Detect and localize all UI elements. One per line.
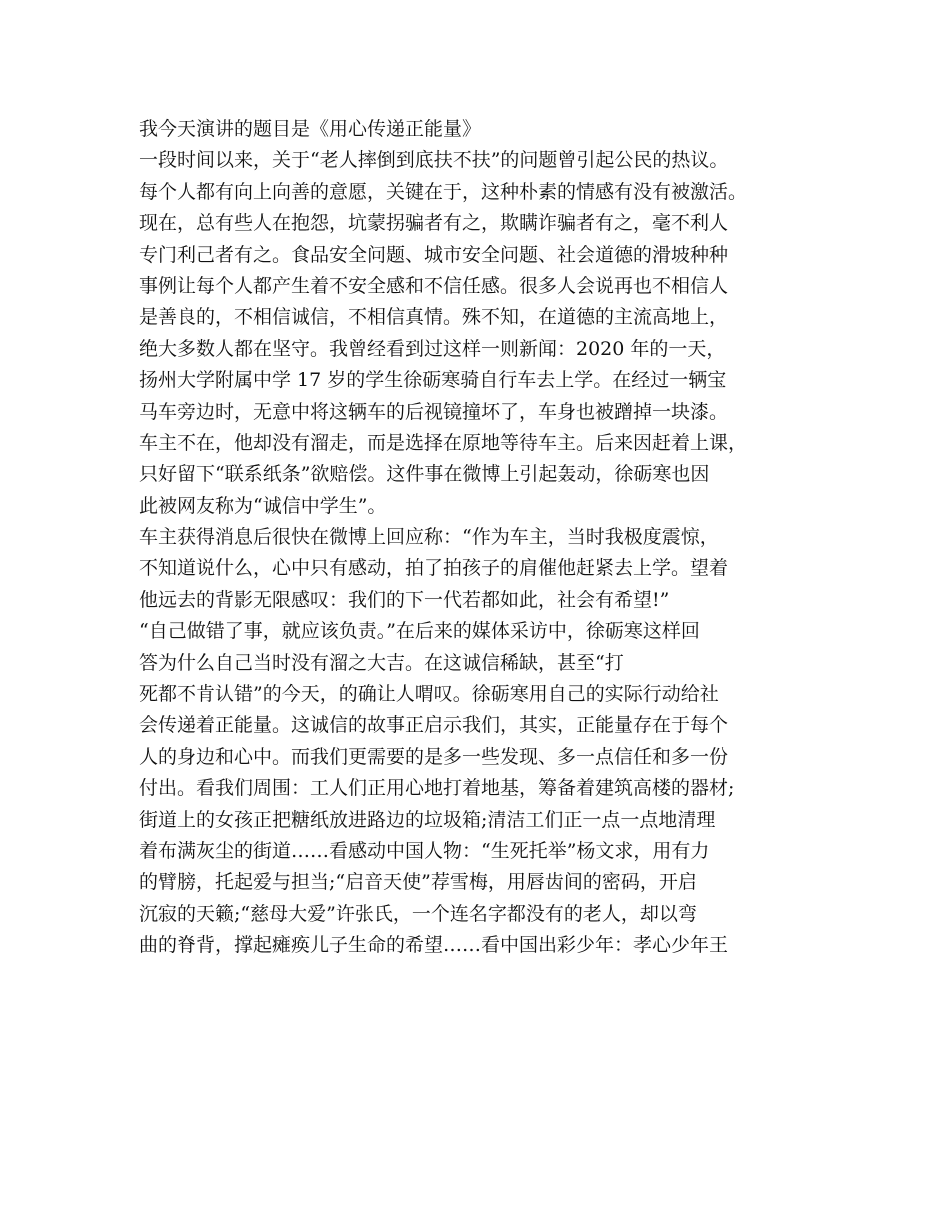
text-line: 他远去的背影无限感叹：我们的下一代若都如此，社会有希望!” [139,588,670,611]
text-line: 一段时间以来，关于“老人摔倒到底扶不扶”的问题曾引起公民的热议。 [139,149,729,172]
text-line: 只好留下“联系纸条”欲赔偿。这件事在微博上引起轰动，徐砺寒也因 [139,463,710,486]
text-line: 不知道说什么，心中只有感动，拍了拍孩子的肩催他赶紧去上学。望着 [139,557,729,580]
text-line: 现在，总有些人在抱怨，坑蒙拐骗者有之，欺瞒诈骗者有之，毫不利人 [139,212,729,235]
text-line: 每个人都有向上向善的意愿，关键在于，这种朴素的情感有没有被激活。 [139,180,748,203]
text-line: 人的身边和心中。而我们更需要的是多一些发现、多一点信任和多一份 [139,745,729,768]
text-line: 扬州大学附属中学 17 岁的学生徐砺寒骑自行车去上学。在经过一辆宝 [139,369,727,392]
text-line: 绝大多数人都在坚守。我曾经看到过这样一则新闻：2020 年的一天， [139,337,726,360]
text-line: 付出。看我们周围：工人们正用心地打着地基，筹备着建筑高楼的器材; [139,777,735,800]
speech-title-line: 我今天演讲的题目是《用心传递正能量》 [139,118,482,140]
text-line: 街道上的女孩正把糖纸放进路边的垃圾箱;清洁工们正一点一点地清理 [139,808,716,831]
text-line: 曲的脊背，撑起瘫痪儿子生命的希望……看中国出彩少年：孝心少年王 [139,934,729,957]
text-line: 沉寂的天籁;“慈母大爱”许张氏，一个连名字都没有的老人，却以弯 [139,902,697,925]
text-line: 车主不在，他却没有溜走，而是选择在原地等待车主。后来因赶着上课， [139,431,748,454]
text-line: 车主获得消息后很快在微博上回应称：“作为车主，当时我极度震惊， [139,526,719,549]
text-line: 会传递着正能量。这诚信的故事正启示我们，其实，正能量存在于每个 [139,714,729,737]
text-line: 答为什么自己当时没有溜之大吉。在这诚信稀缺，甚至“打 [139,651,624,674]
text-line: 专门利己者有之。食品安全问题、城市安全问题、社会道德的滑坡种种 [139,243,729,266]
text-line: 是善良的，不相信诚信，不相信真情。殊不知，在道德的主流高地上， [139,306,729,329]
speech-text-block [139,114,839,962]
text-line: 马车旁边时，无意中将这辆车的后视镜撞坏了，车身也被蹭掉一块漆。 [139,400,729,423]
text-line: 死都不肯认错”的今天，的确让人喟叹。徐砺寒用自己的实际行动给社 [139,683,719,706]
text-line: 着布满灰尘的街道……看感动中国人物：“生死托举”杨文求，用有力 [139,839,710,862]
text-line: “自己做错了事，就应该负责。”在后来的媒体采访中，徐砺寒这样回 [139,620,700,643]
text-line: 此被网友称为“诚信中学生”。 [139,494,387,517]
text-line: 事例让每个人都产生着不安全感和不信任感。很多人会说再也不相信人 [139,274,729,297]
text-line: 的臂膀，托起爱与担当;“启音天使”荐雪梅，用唇齿间的密码，开启 [139,871,697,894]
